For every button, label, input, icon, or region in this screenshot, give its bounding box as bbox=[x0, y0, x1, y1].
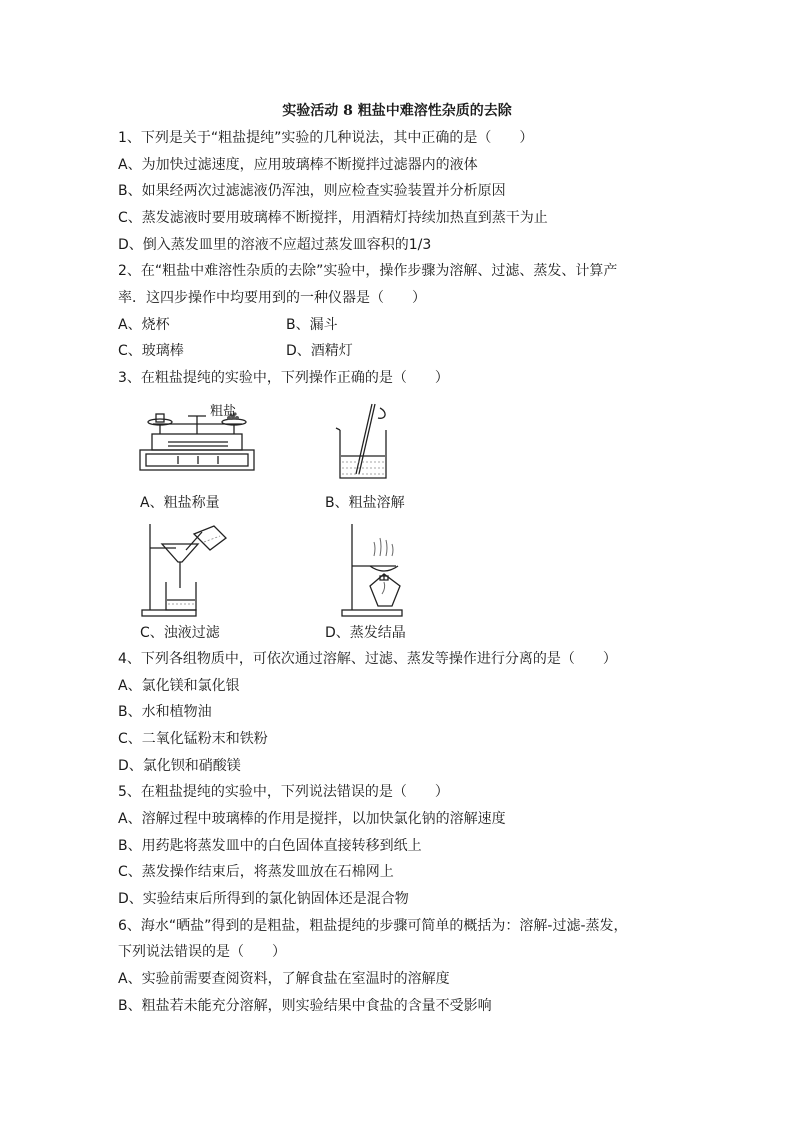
q5-stem: 5、在粗盐提纯的实验中，下列说法错误的是（ ） bbox=[118, 784, 449, 800]
q2-stem-line1: 2、在“粗盐中难溶性杂质的去除”实验中，操作步骤为溶解、过滤、蒸发、计算产 bbox=[118, 263, 618, 279]
filtration-figure bbox=[140, 520, 240, 618]
q4-option-d: D、氯化钡和硝酸镁 bbox=[118, 758, 241, 774]
q1-option-d: D、倒入蒸发皿里的溶液不应超过蒸发皿容积的1/3 bbox=[118, 237, 432, 253]
q5-option-b: B、用药匙将蒸发皿中的白色固体直接转移到纸上 bbox=[118, 838, 422, 854]
q2-stem-line2: 率．这四步操作中均要用到的一种仪器是（ ） bbox=[118, 290, 426, 306]
balance-scale-figure bbox=[138, 398, 258, 478]
beaker-dissolving-figure bbox=[330, 400, 400, 482]
q1-stem: 1、下列是关于“粗盐提纯”实验的几种说法，其中正确的是（ ） bbox=[118, 130, 534, 146]
q6-stem-line2: 下列说法错误的是（ ） bbox=[118, 944, 286, 960]
q3-option-d: D、蒸发结晶 bbox=[325, 625, 406, 641]
q5-option-a: A、溶解过程中玻璃棒的作用是搅拌，以加快氯化钠的溶解速度 bbox=[118, 811, 506, 827]
q6-option-b: B、粗盐若未能充分溶解，则实验结果中食盐的含量不受影响 bbox=[118, 998, 492, 1014]
q1-option-c: C、蒸发滤液时要用玻璃棒不断搅拌，用酒精灯持续加热直到蒸干为止 bbox=[118, 210, 548, 226]
q1-option-b: B、如果经两次过滤滤液仍浑浊，则应检查实验装置并分析原因 bbox=[118, 183, 506, 199]
q3-option-b: B、粗盐溶解 bbox=[325, 495, 405, 511]
q6-option-a: A、实验前需要查阅资料，了解食盐在室温时的溶解度 bbox=[118, 971, 450, 987]
q4-option-b: B、水和植物油 bbox=[118, 704, 212, 720]
q3-option-a: A、粗盐称量 bbox=[140, 495, 220, 511]
evaporation-figure bbox=[340, 520, 420, 618]
q2-options-row1 bbox=[118, 315, 338, 335]
q1-option-a: A、为加快过滤速度，应用玻璃棒不断搅拌过滤器内的液体 bbox=[118, 157, 478, 173]
q2-options-row2 bbox=[118, 341, 353, 361]
q3-stem: 3、在粗盐提纯的实验中，下列操作正确的是（ ） bbox=[118, 370, 449, 386]
q4-stem: 4、下列各组物质中，可依次通过溶解、过滤、蒸发等操作进行分离的是（ ） bbox=[118, 651, 617, 667]
q2-option-a: A、烧杯 bbox=[118, 317, 170, 333]
figure-label-crude-salt: 粗盐 bbox=[210, 404, 237, 419]
q4-option-a: A、氯化镁和氯化银 bbox=[118, 678, 240, 694]
q6-stem-line1: 6、海水“晒盐”得到的是粗盐，粗盐提纯的步骤可简单的概括为：溶解-过滤-蒸发， bbox=[118, 918, 628, 934]
q2-option-b: B、漏斗 bbox=[286, 317, 338, 333]
q5-option-c: C、蒸发操作结束后，将蒸发皿放在石棉网上 bbox=[118, 864, 394, 880]
q5-option-d: D、实验结束后所得到的氯化钠固体还是混合物 bbox=[118, 891, 409, 907]
q4-option-c: C、二氧化锰粉末和铁粉 bbox=[118, 731, 268, 747]
q2-option-d: D、酒精灯 bbox=[286, 343, 353, 359]
document-title: 实验活动 8 粗盐中难溶性杂质的去除 bbox=[282, 103, 512, 119]
q2-option-c: C、玻璃棒 bbox=[118, 343, 184, 359]
q3-option-c: C、浊液过滤 bbox=[140, 625, 220, 641]
